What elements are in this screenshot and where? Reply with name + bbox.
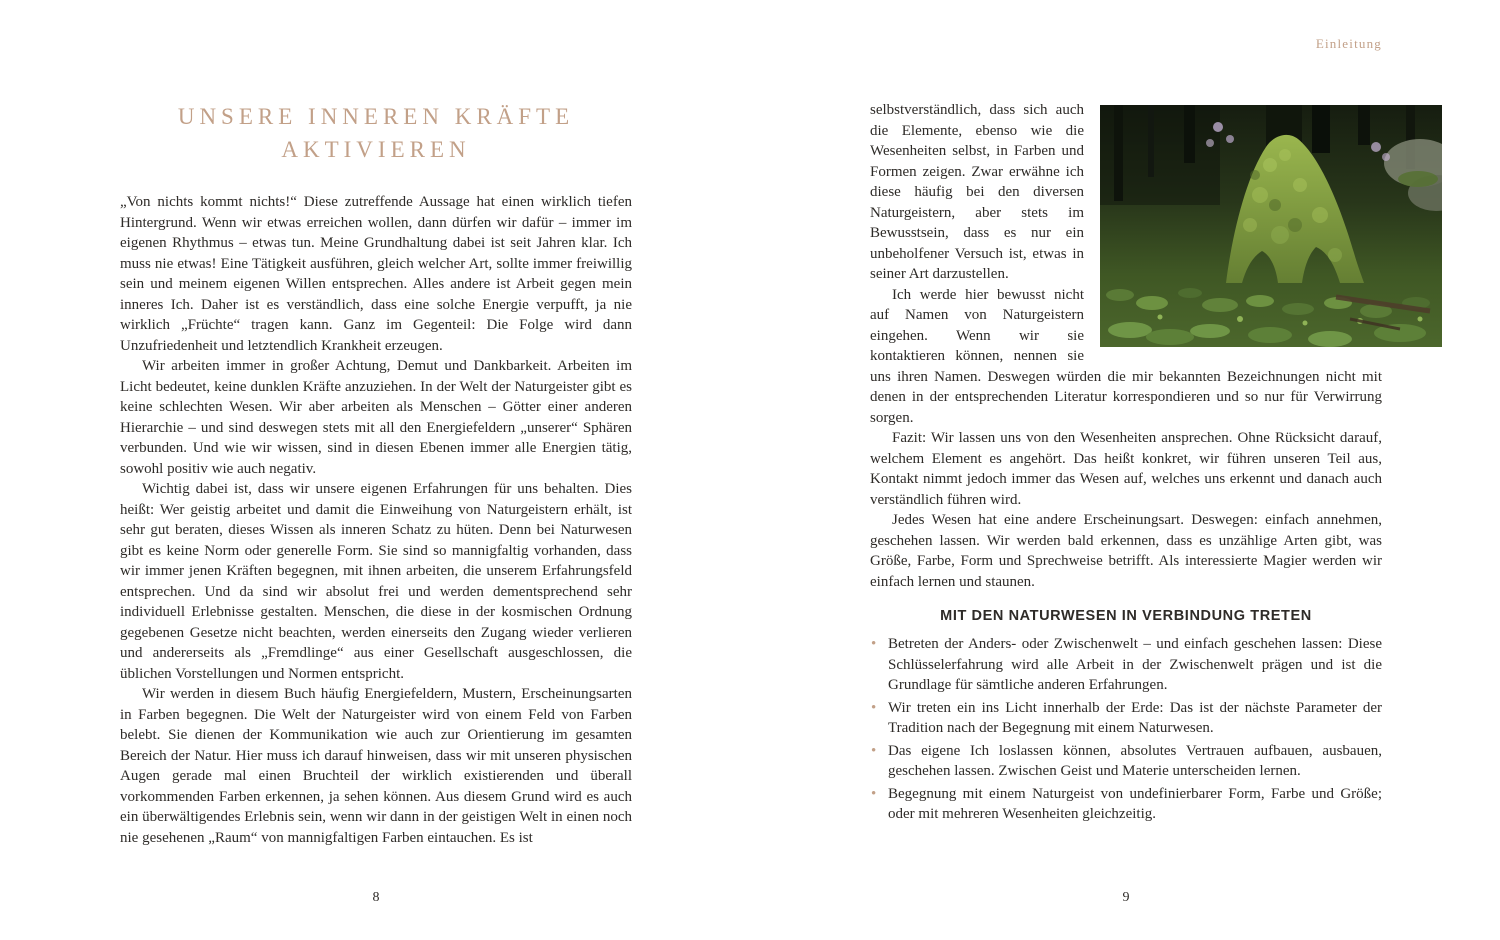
section-subheading: MIT DEN NATURWESEN IN VERBINDUNG TRETEN: [940, 608, 1312, 624]
paragraph: Jedes Wesen hat eine andere Erscheinungsart. Deswegen: einfach annehmen, geschehen lassen. Wir werden bald erkennen, dass es unzählige Arten gibt, was Größe, Farbe, Form und Sprechweise betrifft. Als interessierte Magier werden wir einfach lernen und staunen.: [870, 512, 1382, 590]
paragraph: Fazit: Wir lassen uns von den Wesenheiten ansprechen. Ohne Rücksicht darauf, welchem Element es angehört. Das heißt konkret, wir führen unseren Teil aus, Kontakt nimmt jedoch immer das Wesen auf, welches uns erkennt und danach auch verständlich führen wird.: [870, 430, 1382, 508]
bullet-text: Das eigene Ich loslassen können, absolutes Vertrauen aufbauen, ausbauen, geschehen lassen. Zwischen Geist und Materie unterscheiden lernen.: [888, 742, 1382, 779]
paragraph: Wichtig dabei ist, dass wir unsere eigenen Erfahrungen für uns behalten. Dies heißt: Wer geistig arbeitet und damit die Einweihung von Naturgeistern erhält, ist sehr gut beraten, dieses Wissen als inneren Schatz zu hüten. Denn bei Naturwesen gibt es keine Norm oder generelle Form. Sie sind so mannigfaltig vorhanden, dass wir immer jenen Kräften begegnen, mit ihnen arbeiten, die unserem Erfahrungsfeld entsprechen. Und da sind wir absolut frei und werden dementsprechend sehr individuell Erlebnisse gestalten. Menschen, die diese in der kosmischen Ordnung gegebenen Gesetze nicht beachten, werden einerseits den Zugang wieder verlieren und andererseits als „Fremdlinge“ aus einer Gesellschaft ausgeschlossen, die üblichen Vorstellungen und Normen entspricht.: [120, 481, 632, 682]
bullet-item: [870, 698, 1382, 739]
bullet-icon: •: [871, 742, 877, 759]
paragraph: Wir arbeiten immer in großer Achtung, Demut und Dankbarkeit. Arbeiten im Licht bedeutet, keine dunklen Kräfte anzuziehen. In der Welt der Naturgeister gibt es keine schlechten Wesen. Wir aber arbeiten als Menschen – Götter einer anderen Hierarchie – und sind deswegen stets mit all den Energiefeldern „unserer“ Sphären verbunden. Und wie wir wissen, sind in diesen Ebenen immer alle Energien tätig, sowohl positiv wie auch negativ.: [120, 358, 632, 477]
bullet-item: [870, 741, 1382, 782]
paragraph: selbstverständlich, dass sich auch die Elemente, ebenso wie die Wesenheiten selbst, in Farben und Formen zeigen. Zwar erwähne ich diese häufig bei den diversen Naturgeistern, aber stets im Bewusstsein, dass es nur ein unbeholfener Versuch ist, etwas in seiner Art darzustellen.: [870, 102, 1084, 282]
bullet-item: [870, 634, 1382, 696]
paragraph: Ich werde hier bewusst nicht auf Namen von Naturgeistern eingehen. Wenn wir sie kontaktieren können, nennen sie uns ihren Namen. Deswegen würden die mir bekannten Bezeichnungen nicht mit denen in der entsprechenden Literatur korrespondieren und so nur für Verwirrung sorgen.: [870, 286, 1382, 426]
chapter-title-line1: UNSERE INNEREN KRÄFTE: [177, 104, 575, 129]
right-page: [870, 100, 1382, 827]
bullet-icon: •: [871, 699, 877, 716]
bullet-text: Wir treten ein ins Licht innerhalb der Erde: Das ist der nächste Parameter der Tradition nach der Begegnung mit einem Naturwesen.: [888, 699, 1382, 736]
page-number-left: 8: [372, 890, 380, 905]
chapter-title-line2: AKTIVIEREN: [281, 137, 471, 162]
left-page-body: [120, 192, 632, 848]
bullet-icon: •: [871, 785, 877, 802]
running-header: Einleitung: [1315, 36, 1382, 51]
bullet-text: Begegnung mit einem Naturgeist von undefinierbarer Form, Farbe und Größe; oder mit mehreren Wesenheiten gleichzeitig.: [888, 785, 1382, 822]
page-number-right: 9: [1122, 890, 1130, 905]
chapter-title: [120, 100, 632, 166]
bullet-icon: •: [871, 636, 877, 652]
left-page: [120, 100, 632, 848]
forest-photo-graphic: [1100, 105, 1442, 347]
paragraph: „Von nichts kommt nichts!“ Diese zutreffende Aussage hat einen wirklich tiefen Hintergrund. Wenn wir etwas erreichen wollen, dann dürfen wir dafür – immer im eigenen Rhythmus – etwas tun. Meine Grundhaltung dabei ist seit Jahren klar. Ich muss nie etwas! Eine Tätigkeit ausführen, gleich welcher Art, sollte immer freiwillig sein und meinem eigenen Willen entsprechen. Alles andere ist Arbeit gegen mein inneres Ich. Daher ist es verständlich, dass eine solche Energie verpufft, ja nie wirklich „Früchte“ tragen kann. Ganz im Gegenteil: Die Folge wird dann Unzufriedenheit und letztendlich Krankheit erzeugen.: [120, 194, 632, 354]
forest-photo: [1100, 105, 1442, 347]
bullet-text: Betreten der Anders- oder Zwischenwelt – und einfach geschehen lassen: Diese Schlüsselerfahrung wird alle Arbeit in der Zwischenwelt prägen und ist die Grundlage für sämtliche anderen Erfahrungen.: [888, 636, 1382, 693]
bullet-list: [870, 634, 1382, 825]
paragraph: Wir werden in diesem Buch häufig Energiefeldern, Mustern, Erscheinungsarten in Farben begegnen. Die Welt der Naturgeister wird von einem Feld von Farben belebt. Sie dienen der Kommunikation wie auch zur Orientierung im gesamten Bereich der Natur. Hier muss ich darauf hinweisen, dass wir mit unseren physischen Augen gerade mal einen Bruchteil der wirklich existierenden und überall vorkommenden Farben erkennen, ja sehen können. Aus diesem Grund wird es auch ein überwältigendes Erlebnis sein, wenn wir dann in der geistigen Welt in einen noch nie gesehenen „Raum“ von mannigfaltigen Farben eintauchen. Es ist: [120, 686, 632, 846]
bullet-item: [870, 784, 1382, 825]
